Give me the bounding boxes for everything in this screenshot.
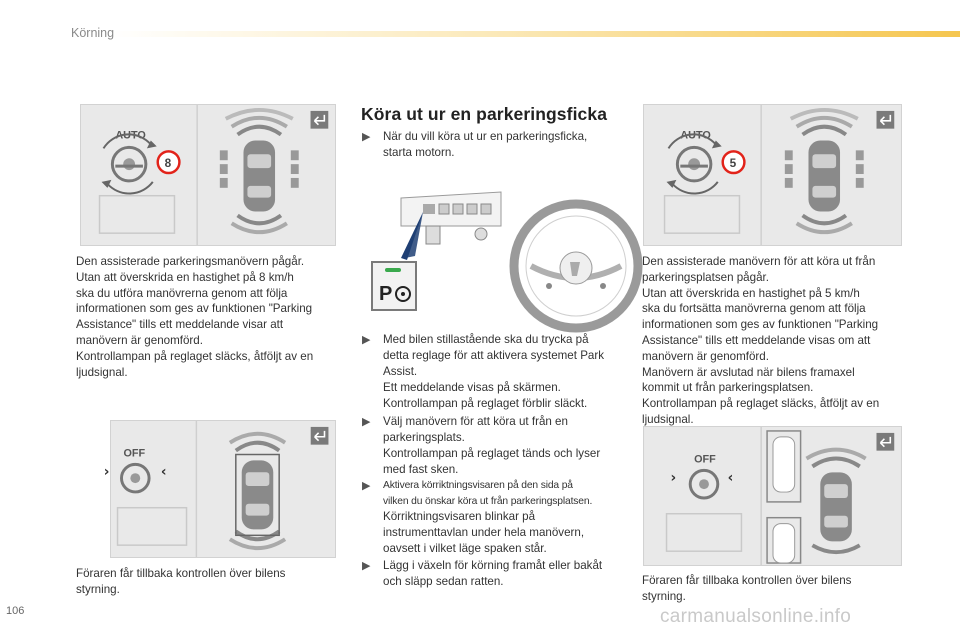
svg-text:5: 5: [729, 156, 737, 171]
bullet-icon: ▶: [362, 480, 371, 492]
step-1: ▶ När du vill köra ut ur en parkeringsficka, starta motorn.: [362, 130, 588, 159]
parking-assist-icon: [876, 433, 894, 451]
svg-text:‹: ‹: [727, 470, 734, 487]
svg-text:8: 8: [164, 156, 172, 171]
step-5: ▶ Lägg i växeln för körning framåt eller bakåt och släpp sedan ratten.: [362, 559, 603, 588]
parking-display-off-left: [103, 421, 335, 557]
page-number: 106: [6, 605, 25, 617]
park-assist-button-icon[interactable]: [372, 262, 416, 310]
status-led: [385, 268, 401, 272]
svg-text:›: ›: [670, 470, 677, 487]
step-4: ▶ Aktivera körriktningsvisaren på den sida på vilken du önskar köra ut från parkeringsplatsen. Körriktningsvisaren blinkar på instrumenttavlan under hela manövern, oavsett i vilket läge spaken står.: [362, 480, 593, 555]
car-top-view-icon: [808, 140, 840, 211]
caption-top-left: Den assisterade parkeringsmanövern pågår. Utan att överskrida en hastighet på 8 km/h ska du utföra manövrerna genom att följa informationen som ges av funktionen "Parking Assistance" tills ett meddelande visar att manövern är genomförd. Kontrollampan på reglaget släcks, åtföljt av en ljudsignal.: [76, 255, 314, 379]
dashboard-illustration: [371, 186, 621, 324]
mode-label: AUTO: [680, 129, 711, 142]
step-3: ▶ Välj manövern för att köra ut från en parkeringsplats. Kontrollampan på reglaget tänds och lyser med fast sken.: [362, 415, 601, 476]
illustration-auto-5kmh: [643, 104, 902, 246]
caption-bottom-left: Föraren får tillbaka kontrollen över bilens styrning.: [76, 567, 286, 596]
header-rule: [110, 31, 960, 37]
parking-display-auto-5: [644, 105, 901, 245]
step-2: ▶ Med bilen stillastående ska du trycka på detta reglage för att aktivera systemet Park Assist. Ett meddelande visas på skärmen. Kontrollampan på reglaget förblir släckt.: [362, 333, 605, 410]
bullet-icon: ▶: [362, 131, 371, 143]
mode-label: AUTO: [115, 129, 146, 142]
parking-assist-icon: [311, 111, 329, 129]
mode-label: OFF: [694, 453, 716, 466]
speed-limit-badge: [723, 151, 745, 173]
parking-assist-icon: [877, 111, 895, 129]
bullet-icon: ▶: [362, 416, 371, 428]
caption-top-right: Den assisterade manövern för att köra ut från parkeringsplatsen pågår. Utan att överskrida en hastighet på 5 km/h ska du fortsätta manövrerna genom att följa informationen som ges av funktionen "Parking Assistance" tills ett meddelande visas om att manövern är genomförd. Manövern är avslutad när bilens framaxel kommit ut från parkeringsplatsen. Kontrollampan på reglaget släcks, åtföljt av en ljudsignal.: [642, 255, 880, 426]
caption-bottom-right: Föraren får tillbaka kontrollen över bilens styrning.: [642, 574, 852, 603]
section-label: Körning: [71, 26, 115, 40]
bullet-icon: ▶: [362, 560, 371, 572]
illustration-off-right: [643, 426, 902, 566]
button-letter: P: [379, 283, 393, 305]
bullet-icon: ▶: [362, 334, 371, 346]
watermark: carmanualsonline.info: [660, 606, 852, 627]
illustration-off-left: [103, 420, 336, 558]
car-top-view-icon: [242, 460, 274, 529]
page-heading: Köra ut ur en parkeringsficka: [361, 104, 608, 124]
illustration-auto-8kmh: [80, 104, 336, 246]
speed-limit-badge: [158, 151, 180, 173]
parking-display-auto-8: [81, 105, 335, 245]
car-top-view-icon: [243, 140, 275, 211]
steering-wheel-icon: [514, 204, 638, 328]
car-top-view-icon: [820, 472, 852, 541]
mode-label: OFF: [123, 447, 146, 460]
svg-text:›: ›: [103, 464, 110, 481]
svg-text:‹: ‹: [160, 464, 167, 481]
parking-assist-icon: [311, 427, 329, 445]
parking-display-off-right: [644, 427, 901, 565]
